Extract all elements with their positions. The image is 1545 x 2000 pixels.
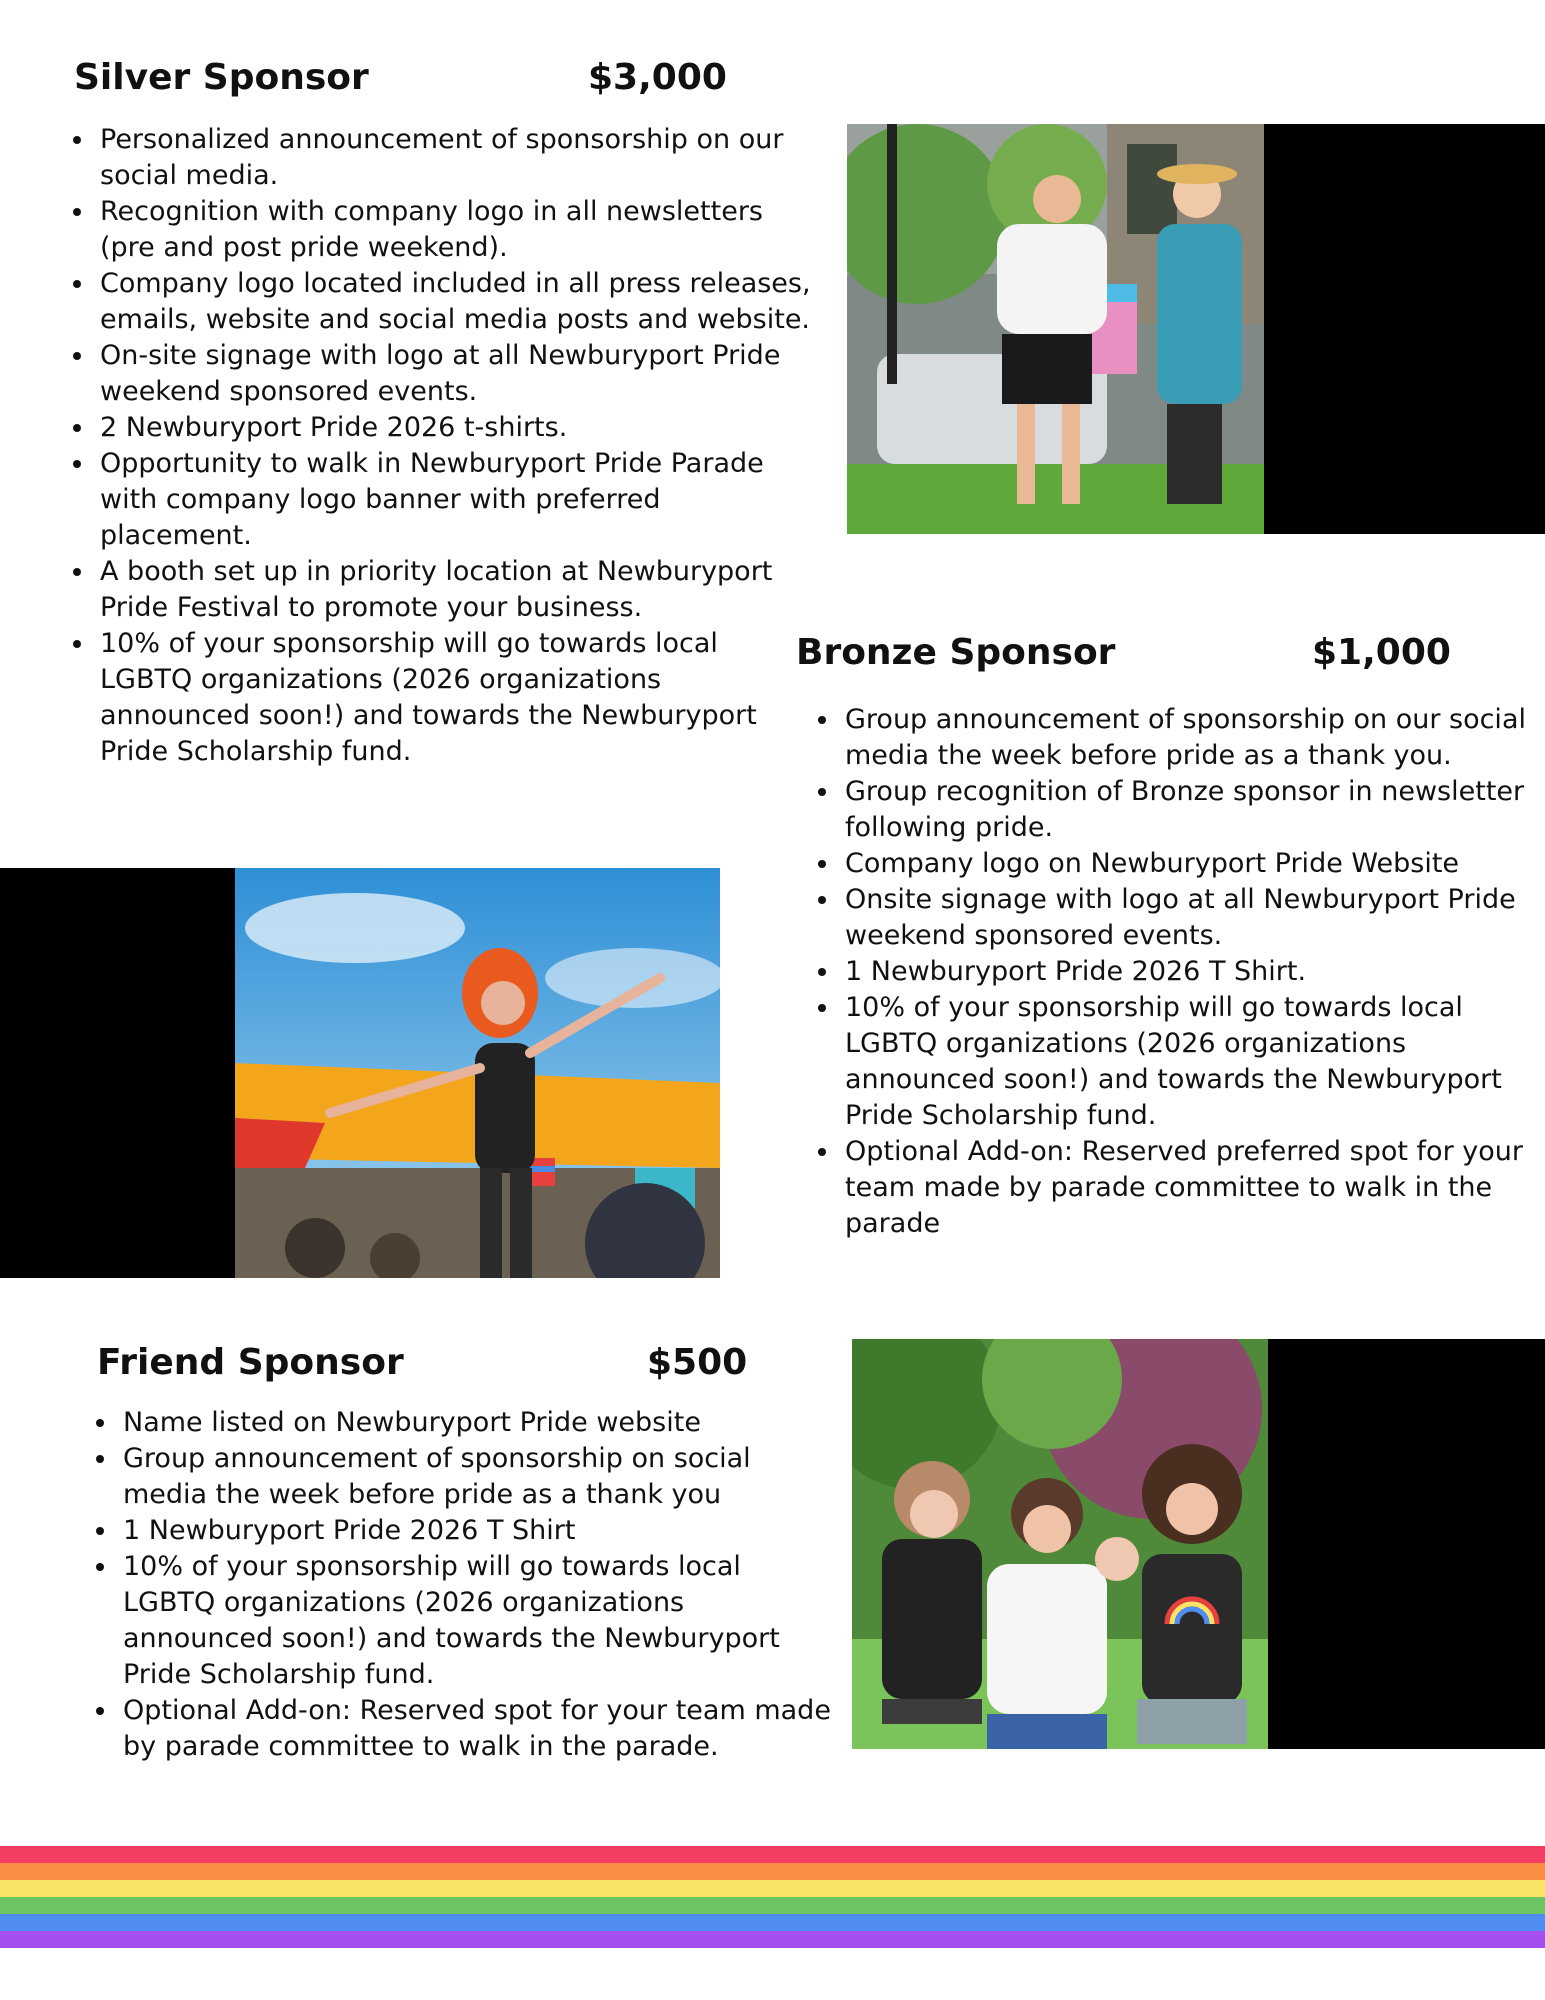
bronze-benefits-list (795, 702, 1545, 1242)
black-panel (1264, 124, 1545, 534)
friend-sponsor-price: $500 (647, 1342, 748, 1383)
list-item: • Onsite signage with logo at all Newburyport Pride weekend sponsored events. (841, 882, 1545, 954)
rainbow-stripe (0, 1880, 1545, 1897)
bronze-sponsor-title: Bronze Sponsor (796, 632, 1116, 673)
parade-photo (847, 124, 1545, 534)
list-item: • Group announcement of sponsorship on social media the week before pride as a thank you (119, 1441, 839, 1513)
group-photo (852, 1339, 1545, 1749)
rainbow-stripe (0, 1914, 1545, 1931)
list-item: • Personalized announcement of sponsorship on our social media. (96, 122, 816, 194)
silver-benefits-list (50, 122, 816, 770)
rainbow-stripe (0, 1897, 1545, 1914)
list-item: • Company logo located included in all press releases, emails, website and social media posts and website. (96, 266, 816, 338)
list-item: • Recognition with company logo in all newsletters (pre and post pride weekend). (96, 194, 816, 266)
list-item: • Optional Add-on: Reserved preferred spot for your team made by parade committee to walk in the parade (841, 1134, 1545, 1242)
rainbow-stripe (0, 1931, 1545, 1948)
friend-benefits-list (73, 1405, 839, 1765)
list-item: • Name listed on Newburyport Pride website (119, 1405, 839, 1441)
list-item: • 1 Newburyport Pride 2026 T Shirt (119, 1513, 839, 1549)
list-item: • Group announcement of sponsorship on our social media the week before pride as a thank you. (841, 702, 1545, 774)
performer-image (235, 868, 720, 1278)
rainbow-stripe (0, 1863, 1545, 1880)
parade-dancer-image (847, 124, 1264, 534)
rainbow-stripe (0, 1846, 1545, 1863)
group-portrait-image (852, 1339, 1268, 1749)
list-item: • 2 Newburyport Pride 2026 t-shirts. (96, 410, 816, 446)
list-item: • Optional Add-on: Reserved spot for your team made by parade committee to walk in the parade. (119, 1693, 839, 1765)
list-item: • Group recognition of Bronze sponsor in newsletter following pride. (841, 774, 1545, 846)
black-panel (1268, 1339, 1545, 1749)
list-item: • On-site signage with logo at all Newburyport Pride weekend sponsored events. (96, 338, 816, 410)
list-item: • 1 Newburyport Pride 2026 T Shirt. (841, 954, 1545, 990)
performer-photo (0, 868, 720, 1278)
rainbow-stripes (0, 1846, 1545, 1948)
friend-sponsor-title: Friend Sponsor (97, 1342, 404, 1383)
silver-sponsor-title: Silver Sponsor (74, 57, 369, 98)
list-item: • 10% of your sponsorship will go towards local LGBTQ organizations (2026 organizations announced soon!) and towards the Newburyport Pride Scholarship fund. (119, 1549, 839, 1693)
list-item: • 10% of your sponsorship will go towards local LGBTQ organizations (2026 organizations announced soon!) and towards the Newburyport Pride Scholarship fund. (96, 626, 816, 770)
black-panel (0, 868, 235, 1278)
list-item: • Company logo on Newburyport Pride Website (841, 846, 1545, 882)
list-item: • A booth set up in priority location at Newburyport Pride Festival to promote your business. (96, 554, 816, 626)
list-item: • Opportunity to walk in Newburyport Pride Parade with company logo banner with preferred placement. (96, 446, 816, 554)
list-item: • 10% of your sponsorship will go towards local LGBTQ organizations (2026 organizations announced soon!) and towards the Newburyport Pride Scholarship fund. (841, 990, 1545, 1134)
silver-sponsor-price: $3,000 (588, 57, 727, 98)
bronze-sponsor-price: $1,000 (1312, 632, 1451, 673)
